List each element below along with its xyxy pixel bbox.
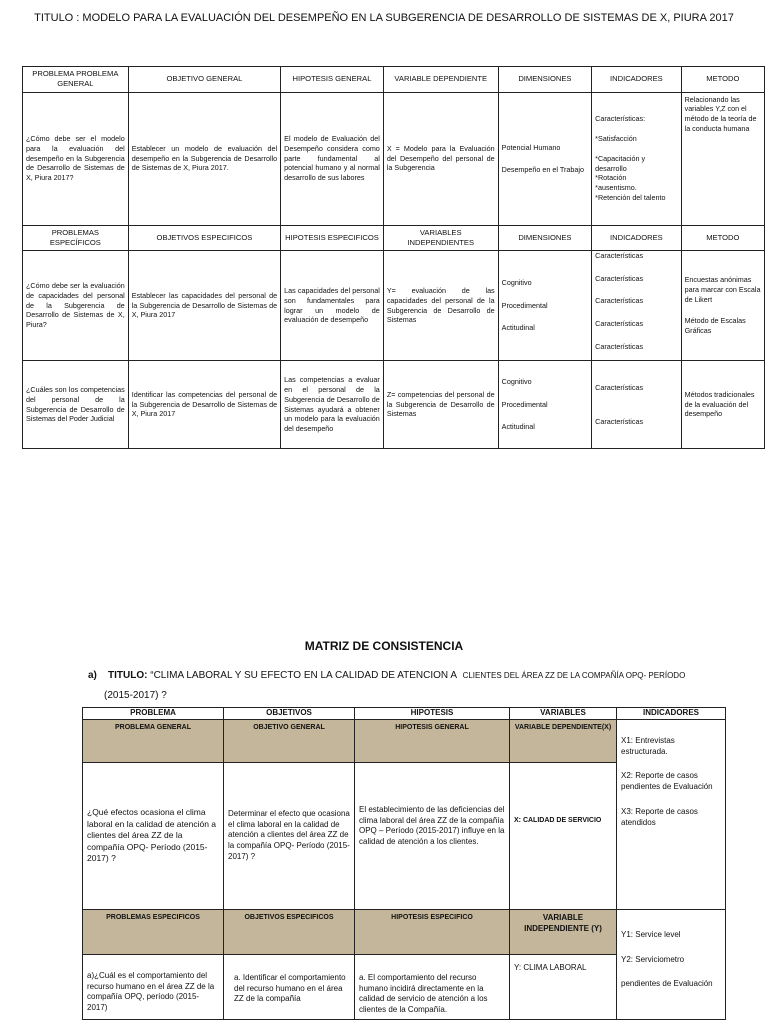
table-cell: a)¿Cuál es el comportamiento del recurso humano en el área ZZ de la compañía OPQ, período (2015-2017) [83, 954, 224, 1019]
subheader-cell: PROBLEMA GENERAL [83, 719, 224, 762]
table-row [23, 92, 765, 225]
header-cell: PROBLEMAS ESPECÍFICOS [23, 225, 129, 251]
document-title: TITULO : MODELO PARA LA EVALUACIÓN DEL DESEMPEÑO EN LA SUBGERENCIA DE DESARROLLO DE SISTEMAS DE X, PIURA 2017 [34, 12, 734, 24]
dimensions-cell [498, 92, 592, 225]
list-item: Cognitivo [501, 376, 532, 386]
subheader-cell: HIPOTESIS GENERAL [355, 719, 510, 762]
header-cell: METODO [681, 225, 764, 251]
list-item: Características [595, 251, 644, 260]
list-item: Método de Escalas Gráficas [684, 316, 746, 336]
table-cell: Las competencias a evaluar en el personal de la Subgerencia de Desarrollo de Sistemas ayudará a obtener un modelo para la evaluación del desempeño [281, 361, 384, 449]
subtitle-label: a) [88, 670, 97, 681]
table-cell: X: CALIDAD DE SERVICIO [510, 762, 617, 909]
list-item: Características [595, 416, 644, 426]
subtitle-titulo: TITULO: [108, 670, 148, 681]
table-header-row [23, 225, 765, 251]
table-header-row [23, 67, 765, 93]
header-cell: INDICADORES [592, 225, 681, 251]
header-cell: OBJETIVOS [224, 708, 355, 720]
table-subheader-row [83, 719, 726, 762]
table-cell: Y: CLIMA LABORAL [510, 954, 617, 1019]
list-item: Encuestas anónimas para marcar con Escala de Likert [684, 275, 761, 304]
table-row [23, 361, 765, 449]
table-cell: Determinar el efecto que ocasiona el clima laboral en la calidad de atención a clientes del área ZZ de la compañía OPQ- Período (2015-2017) ? [224, 762, 355, 909]
subtitle-text-b: CLIENTES DEL ÁREA ZZ DE LA COMPAÑÍA OPQ- PERÍODO [462, 671, 686, 680]
indicators-cell [617, 909, 726, 1019]
indicators-cell [617, 719, 726, 909]
list-item: Cognitivo [501, 277, 532, 287]
list-item: Y2: Serviciometro [621, 954, 685, 964]
header-cell: VARIABLES [510, 708, 617, 720]
table-cell: Identificar las competencias del personal de la Subgerencia de Desarrollo de Sistemas de X, Piura 2017 [128, 361, 280, 449]
list-item: *Satisfacción [595, 134, 637, 144]
list-item: Características [595, 273, 644, 283]
list-item: *Capacitación y desarrollo [595, 153, 646, 173]
header-cell: OBJETIVOS ESPECIFICOS [128, 225, 280, 251]
list-item: pendientes de Evaluación [621, 979, 713, 989]
list-item: X2: Reporte de casos pendientes de Evaluación [621, 771, 713, 792]
table-subheader-row [83, 909, 726, 954]
table-cell: Y= evaluación de las capacidades del personal de la Subgerencia de Desarrollo de Sistemas [383, 251, 498, 361]
table-cell: ¿Qué efectos ocasiona el clima laboral en la calidad de atención a clientes del área ZZ de la compañía OPQ- Período (2015-2017) ? [83, 762, 224, 909]
header-cell: VARIABLE DEPENDIENTE [383, 67, 498, 93]
research-matrix-table [22, 66, 765, 449]
indicators-cell [592, 92, 681, 225]
list-item: X1: Entrevistas estructurada. [621, 735, 675, 756]
subheader-cell: VARIABLE DEPENDIENTE(X) [510, 719, 617, 762]
header-cell: HIPOTESIS ESPECIFICOS [281, 225, 384, 251]
subheader-cell: OBJETIVOS ESPECIFICOS [224, 909, 355, 954]
subheader-cell: PROBLEMAS ESPECIFICOS [83, 909, 224, 954]
dimensions-cell [498, 251, 592, 361]
list-item: Actitudinal [501, 323, 535, 333]
list-item: Características [595, 382, 644, 392]
dimensions-cell [498, 361, 592, 449]
header-cell: INDICADORES [592, 67, 681, 93]
subheader-cell: HIPOTESIS ESPECIFICO [355, 909, 510, 954]
list-item: Y1: Service level [621, 929, 681, 939]
subheader-cell: OBJETIVO GENERAL [224, 719, 355, 762]
table-row [23, 251, 765, 361]
method-cell [681, 251, 764, 361]
matrix-title: MATRIZ DE CONSISTENCIA [304, 639, 464, 653]
header-cell: DIMENSIONES [498, 67, 592, 93]
table-cell: Métodos tradicionales de la evaluación del desempeño [681, 361, 764, 449]
list-item: Actitudinal [501, 422, 535, 432]
list-item: Características: [595, 114, 646, 124]
header-cell: PROBLEMA [83, 708, 224, 720]
table-cell: Establecer un modelo de evaluación del desempeño en la Subgerencia de Desarrollo de Sistemas de X, Piura 2017. [128, 92, 280, 225]
subtitle-text-c: (2015-2017) ? [104, 690, 167, 701]
list-item: *Rotación [595, 173, 627, 183]
list-item: Procedimental [501, 399, 548, 409]
table-cell: ¿Cuáles son los competencias del personal de la Subgerencia de Desarrollo de Sistemas del Poder Judicial [23, 361, 129, 449]
table-cell: Z= competencias del personal de la Subgerencia de Desarrollo de Sistemas [383, 361, 498, 449]
header-cell: HIPOTESIS GENERAL [281, 67, 384, 93]
list-item: X3: Reporte de casos atendidos [621, 806, 698, 827]
table-header-row [83, 708, 726, 720]
header-cell: DIMENSIONES [498, 225, 592, 251]
indicators-cell [592, 251, 681, 361]
table-cell: El establecimiento de las deficiencias del clima laboral del área ZZ de la compañía OPQ – Período (2015-2017) influye en la calidad de atención a los clientes. [355, 762, 510, 909]
table-cell: Establecer las capacidades del personal de la Subgerencia de Desarrollo de Sistemas de X, Piura 2017 [128, 251, 280, 361]
subtitle-text-a: “CLIMA LABORAL Y SU EFECTO EN LA CALIDAD DE ATENCION A [150, 670, 458, 681]
header-cell: PROBLEMA PROBLEMA GENERAL [23, 67, 129, 93]
header-cell: HIPOTESIS [355, 708, 510, 720]
header-cell: INDICADORES [617, 708, 726, 720]
list-item: Características [595, 319, 644, 329]
indicators-cell [592, 361, 681, 449]
table-cell: Las capacidades del personal son fundamentales para lograr un modelo de evaluación de desempeño [281, 251, 384, 361]
list-item: Características [595, 341, 644, 351]
table-cell: El modelo de Evaluación del Desempeño considera como parte fundamental al potencial humano y al normal desarrollo de sus labores [281, 92, 384, 225]
list-item: *ausentismo. [595, 183, 637, 193]
table-cell: X = Modelo para la Evaluación del Desempeño del personal de la Subgerencia [383, 92, 498, 225]
table-cell: a. Identificar el comportamiento del recurso humano en el área ZZ de la compañía [224, 954, 355, 1019]
table-cell: a. El comportamiento del recurso humano incidirá directamente en la calidad de servicio de atención a los clientes de la Compañía. [355, 954, 510, 1019]
subheader-cell: VARIABLE INDEPENDIENTE (Y) [510, 909, 617, 954]
table-cell: ¿Cómo debe ser el modelo para la evaluación del desempeño en la Subgerencia de Desarrollo de Sistemas de X, Piura 2017? [23, 92, 129, 225]
list-item: Características [595, 296, 644, 306]
subtitle [88, 666, 758, 706]
table-cell: ¿Cómo debe ser la evaluación de capacidades del personal de la Subgerencia de Desarrollo de Sistemas de X, Piura? [23, 251, 129, 361]
table-cell: Relacionando las variables Y,Z con el método de la teoría de la conducta humana [681, 92, 764, 225]
list-item: Potencial Humano [501, 142, 561, 152]
list-item: *Retención del talento [595, 192, 666, 202]
list-item: Desempeño en el Trabajo [501, 164, 584, 174]
header-cell: OBJETIVO GENERAL [128, 67, 280, 93]
header-cell: VARIABLES INDEPENDIENTES [383, 225, 498, 251]
consistency-matrix-table [82, 707, 726, 1020]
header-cell: METODO [681, 67, 764, 93]
list-item: Procedimental [501, 300, 548, 310]
